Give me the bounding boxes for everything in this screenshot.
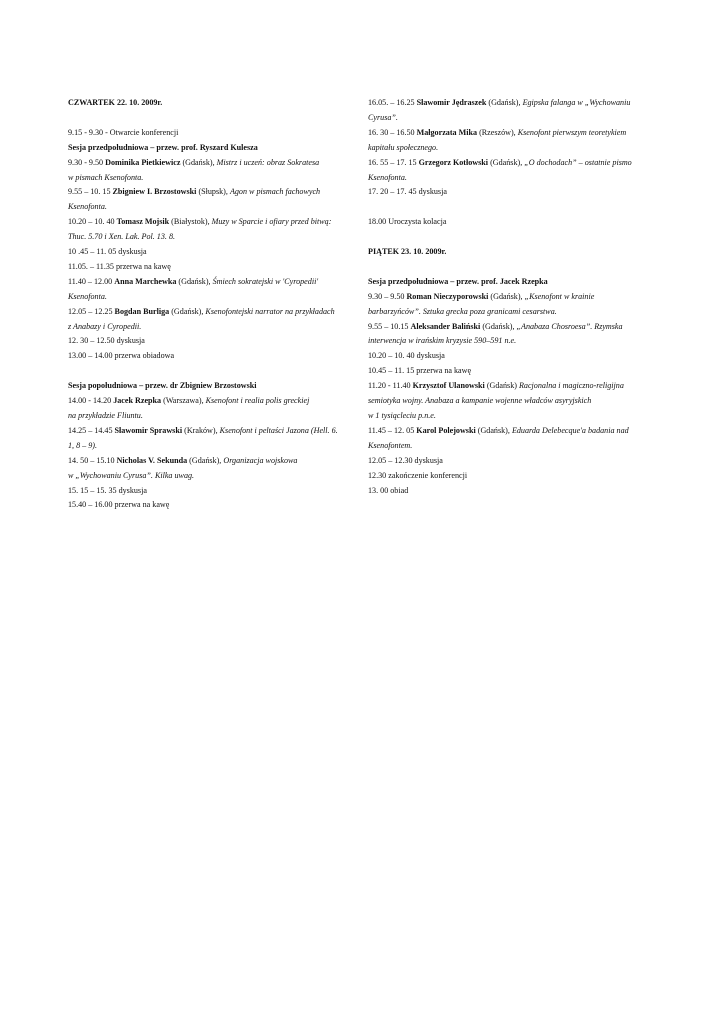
- program-item-cont: Ksenofonta.: [68, 202, 107, 212]
- program-item: 11.45 – 12. 05 Karol Polejowski (Gdańsk), Eduarda Delebecque'a badania nad: [368, 425, 629, 435]
- program-item: 16. 55 – 17. 15 Grzegorz Kotłowski (Gdańsk), „O dochodach” – ostatnie pismo: [368, 157, 632, 167]
- program-item: 14.25 – 14.45 Sławomir Sprawski (Kraków), Ksenofont i peltaści Jazona (Hell. 6.: [68, 425, 338, 435]
- program-item-cont: z Anabazy i Cyropedii.: [68, 321, 142, 331]
- program-item: 9.55 – 10. 15 Zbigniew I. Brzostowski (Słupsk), Agon w pismach fachowych: [68, 187, 321, 197]
- program-item: 9.30 - 9.50 Dominika Pietkiewicz (Gdańsk), Mistrz i uczeń: obraz Sokratesa: [68, 157, 320, 167]
- break-line: 12.05 – 12.30 dyskusja: [368, 455, 443, 465]
- session-heading: Sesja przedpołudniowa – przew. prof. Jacek Rzepka: [368, 276, 548, 286]
- break-line: 10.20 – 10. 40 dyskusja: [368, 351, 445, 361]
- left-column: [68, 96, 358, 513]
- day-heading-thursday: CZWARTEK 22. 10. 2009r.: [68, 98, 163, 107]
- break-line: 13.00 – 14.00 przerwa obiadowa: [68, 351, 175, 361]
- program-item-cont: semiotyka wojny. Anabaza a kampanie wojenne władców asyryjskich: [368, 396, 592, 406]
- break-line: 10.45 – 11. 15 przerwa na kawę: [368, 366, 472, 376]
- break-line: 17. 20 – 17. 45 dyskusja: [368, 187, 447, 197]
- program-item: 11.20 - 11.40 Krzysztof Ulanowski (Gdańsk) Racjonalna i magiczno-religijna: [368, 381, 624, 391]
- dinner-line: 18.00 Uroczysta kolacja: [368, 217, 447, 227]
- break-line: 15.40 – 16.00 przerwa na kawę: [68, 500, 170, 510]
- program-item-cont: w pismach Ksenofonta.: [68, 172, 144, 182]
- lunch-line: 13. 00 obiad: [368, 485, 409, 495]
- program-item-cont: barbarzyńców”. Sztuka grecka poza granicami cesarstwa.: [368, 306, 557, 316]
- program-item: 9.30 – 9.50 Roman Nieczyporowski (Gdańsk), „Ksenofont w krainie: [368, 291, 595, 301]
- right-column: [368, 96, 658, 498]
- program-item: 12.05 – 12.25 Bogdan Burliga (Gdańsk), Ksenofontejski narrator na przykładach: [68, 306, 335, 316]
- program-item: 16.05. – 16.25 Sławomir Jędraszek (Gdańsk), Egipska falanga w „Wychowaniu: [368, 98, 631, 107]
- program-item: 14. 50 – 15.10 Nicholas V. Sekunda (Gdańsk), Organizacja wojskowa: [68, 455, 298, 465]
- opening-line: 9.15 - 9.30 - Otwarcie konferencji: [68, 127, 179, 137]
- session-heading: Sesja przedpołudniowa – przew. prof. Ryszard Kulesza: [68, 142, 258, 152]
- program-item: 9.55 – 10.15 Aleksander Baliński (Gdańsk), „Anabaza Chosroesa”. Rzymska: [368, 321, 623, 331]
- program-item-cont: Thuc. 5.70 i Xen. Lak. Pol. 13. 8.: [68, 232, 176, 242]
- closing-line: 12.30 zakończenie konferencji: [368, 470, 468, 480]
- program-item-cont: 1, 8 – 9).: [68, 440, 97, 450]
- break-line: 12. 30 – 12.50 dyskusja: [68, 336, 145, 346]
- session-heading: Sesja popołudniowa – przew. dr Zbigniew Brzostowski: [68, 381, 257, 391]
- program-item-cont: kapitału społecznego.: [368, 142, 439, 152]
- program-item-cont: Ksenofontem.: [368, 440, 413, 450]
- program-item-cont: interwencja w irańskim kryzysie 590–591 n.e.: [368, 336, 517, 346]
- program-item: 11.40 – 12.00 Anna Marchewka (Gdańsk), Śmiech sokratejski w 'Cyropedii': [68, 276, 319, 286]
- program-item-cont: w 1 tysiącleciu p.n.e.: [368, 410, 436, 420]
- program-item-cont: w „Wychowaniu Cyrusa”. Kilka uwag.: [68, 470, 195, 480]
- program-item: 10.20 – 10. 40 Tomasz Mojsik (Białystok), Muzy w Sparcie i ofiary przed bitwą:: [68, 217, 332, 227]
- program-item-cont: Ksenofonta.: [368, 172, 407, 182]
- program-item-cont: na przykładzie Fliuntu.: [68, 411, 143, 420]
- break-line: 10 .45 – 11. 05 dyskusja: [68, 247, 147, 257]
- program-item: 16. 30 – 16.50 Małgorzata Mika (Rzeszów), Ksenofont pierwszym teoretykiem: [368, 127, 627, 137]
- break-line: 11.05. – 11.35 przerwa na kawę: [68, 261, 171, 271]
- program-item-cont: Cyrusa”.: [368, 112, 398, 122]
- program-item-cont: Ksenofonta.: [68, 291, 107, 301]
- break-line: 15. 15 – 15. 35 dyskusja: [68, 485, 147, 495]
- day-heading-friday: PIĄTEK 23. 10. 2009r.: [368, 247, 447, 257]
- program-item: 14.00 - 14.20 Jacek Rzepka (Warszawa), Ksenofont i realia polis greckiej: [68, 396, 310, 406]
